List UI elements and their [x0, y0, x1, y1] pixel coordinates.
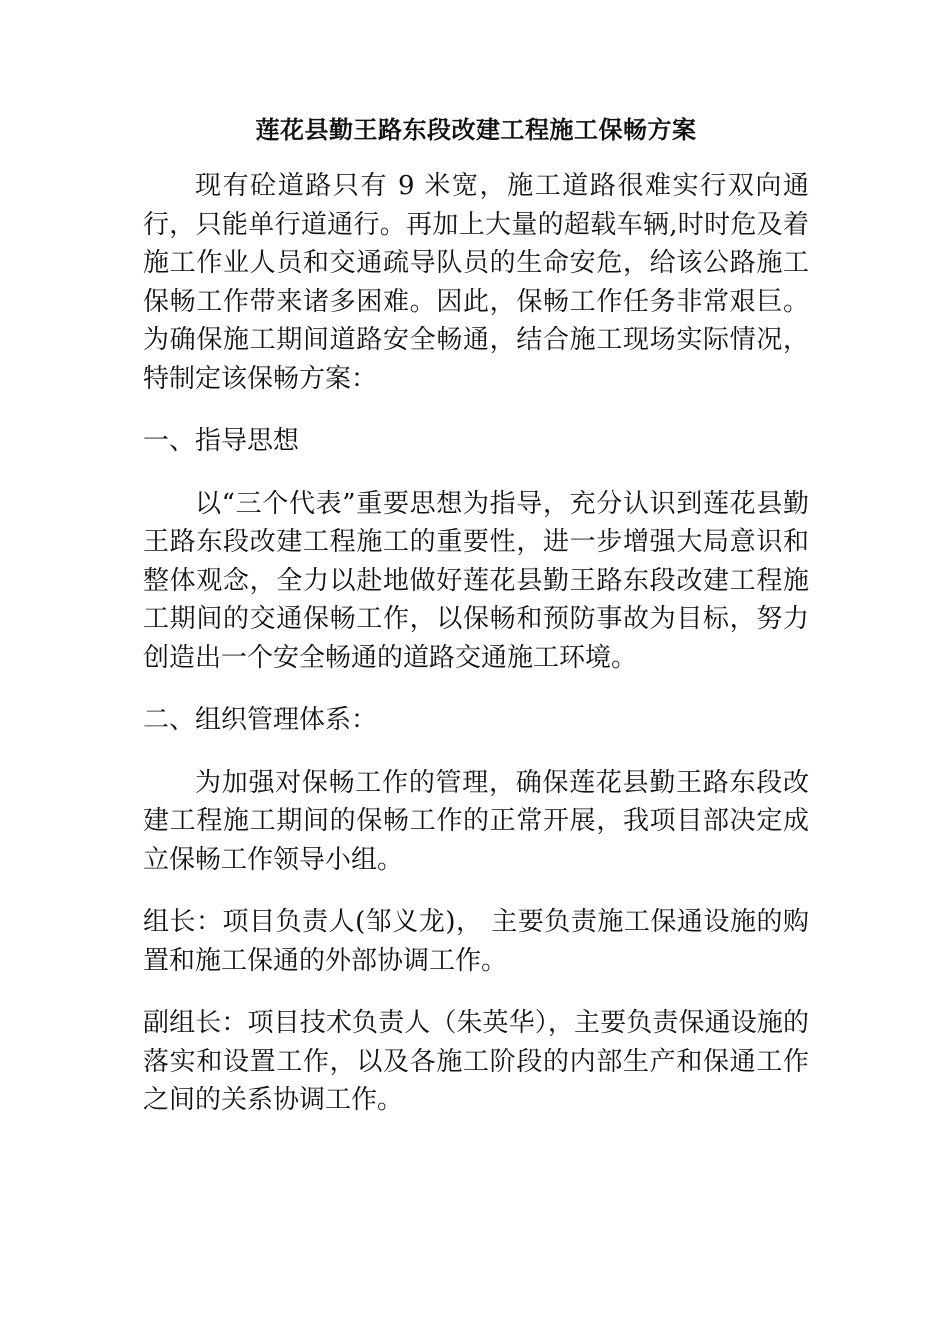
- document-body: [143, 106, 809, 1120]
- section-1-paragraph: 以“三个代表”重要思想为指导，充分认识到莲花县勤王路东段改建工程施工的重要性，进一步增强大局意识和整体观念，全力以赴地做好莲花县勤王路东段改建工程施工期间的交通保畅工作，以保畅和预防事故为目标，努力创造出一个安全畅通的道路交通施工环境。: [143, 488, 809, 673]
- deputy-leader-paragraph: 副组长：项目技术负责人（朱英华），主要负责保通设施的落实和设置工作，以及各施工阶段的内部生产和保通工作之间的关系协调工作。: [143, 1008, 809, 1115]
- section-1-heading: 一、指导思想: [143, 426, 300, 456]
- document-title: 莲花县勤王路东段改建工程施工保畅方案: [255, 115, 697, 144]
- intro-paragraph: 现有砼道路只有 9 米宽，施工道路很难实行双向通行，只能单行道通行。再加上大量的超载车辆,时时危及着施工作业人员和交通疏导队员的生命安危，给该公路施工保畅工作带来诸多困难。因此，保畅工作任务非常艰巨。为确保施工期间道路安全畅通，结合施工现场实际情况，特制定该保畅方案：: [143, 171, 809, 394]
- section-2-paragraph: 为加强对保畅工作的管理，确保莲花县勤王路东段改建工程施工期间的保畅工作的正常开展，我项目部决定成立保畅工作领导小组。: [143, 767, 809, 875]
- leader-paragraph: 组长：项目负责人(邹义龙)， 主要负责施工保通设施的购置和施工保通的外部协调工作。: [143, 907, 809, 976]
- section-2-heading: 二、组织管理体系：: [143, 705, 378, 735]
